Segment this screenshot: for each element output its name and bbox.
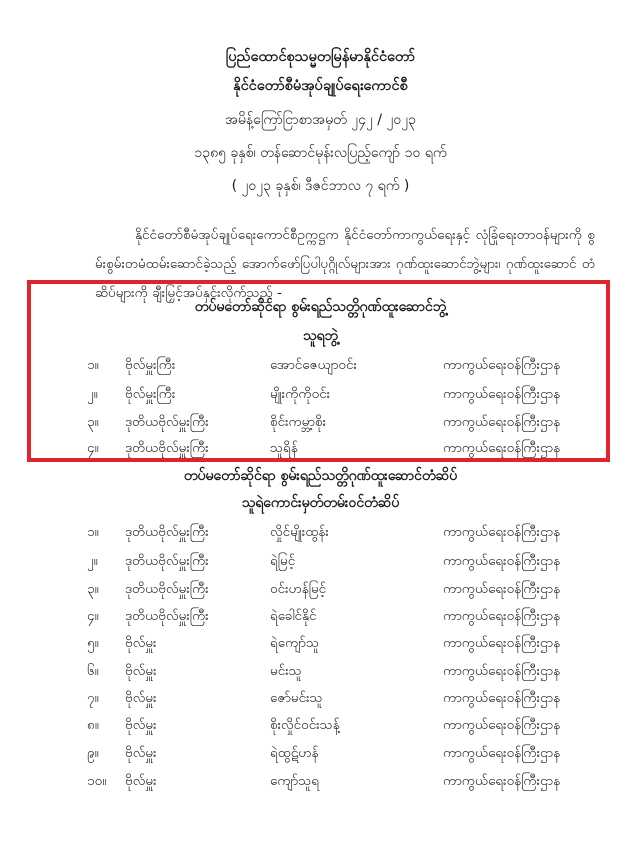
item-rank: ဒုတိယဗိုလ်မှူးကြီး	[125, 581, 209, 597]
item-unit: ကာကွယ်ရေးဝန်ကြီးဌာန	[443, 553, 561, 569]
item-rank: ဗိုလ်မှူး	[125, 745, 157, 761]
item-number: ၇။	[87, 690, 99, 706]
item-number: ၃။	[87, 414, 99, 430]
section1-title: တပ်မတော်ဆိုင်ရာ စွမ်းရည်သတ္တိဂုဏ်ထူးဆောင်ဘွဲ့	[194, 299, 447, 315]
list-item	[0, 744, 641, 766]
list-item	[0, 634, 641, 656]
list-item	[0, 580, 641, 602]
item-number: ၄။	[87, 440, 99, 456]
gregorian-date: ( ၂၀၂၃ ခုနှစ်၊ ဒီဇင်ဘာလ ၇ ရက် )	[231, 178, 410, 194]
item-number: ၂။	[87, 553, 98, 569]
item-name: စိုးလှိုင်ဝင်းသန့်	[270, 717, 340, 733]
item-name: မျိုးကိုကိုဝင်း	[270, 386, 331, 402]
list-item	[0, 607, 641, 629]
item-unit: ကာကွယ်ရေးဝန်ကြီးဌာန	[443, 524, 561, 540]
item-name: ရဲမြင့်	[270, 553, 296, 569]
item-rank: ဗိုလ်မှူး	[125, 773, 157, 789]
list-item	[0, 356, 641, 378]
item-number: ၁၀။	[87, 773, 107, 789]
item-unit: ကာကွယ်ရေးဝန်ကြီးဌာန	[443, 635, 561, 651]
list-item	[0, 662, 641, 684]
item-unit: ကာကွယ်ရေးဝန်ကြီးဌာန	[443, 773, 561, 789]
item-unit: ကာကွယ်ရေးဝန်ကြီးဌာန	[443, 581, 561, 597]
item-number: ၆။	[87, 663, 99, 679]
item-number: ၃။	[87, 581, 99, 597]
item-rank: ဒုတိယဗိုလ်မှူးကြီး	[125, 608, 209, 624]
section2-title: တပ်မတော်ဆိုင်ရာ စွမ်းရည်သတ္တိဂုဏ်ထူးဆောင်တံဆိပ်	[183, 468, 458, 484]
list-item	[0, 413, 641, 435]
item-unit: ကာကွယ်ရေးဝန်ကြီးဌာန	[443, 414, 561, 430]
list-item	[0, 772, 641, 794]
item-rank: ဒုတိယဗိုလ်မှူးကြီး	[125, 414, 209, 430]
list-item	[0, 716, 641, 738]
item-number: ၅။	[87, 635, 99, 651]
item-name: ကျော်သူရ	[270, 773, 320, 789]
myanmar-date: ၁၃၈၅ ခုနှစ်၊ တန်ဆောင်မုန်းလပြည့်ကျော် ၁၀ ရက်	[194, 145, 447, 161]
item-unit: ကာကွယ်ရေးဝန်ကြီးဌာန	[443, 690, 561, 706]
list-item	[0, 552, 641, 574]
item-name: ရဲခေါင်နိုင်	[270, 608, 317, 624]
item-unit: ကာကွယ်ရေးဝန်ကြီးဌာန	[443, 745, 561, 761]
list-item	[0, 689, 641, 711]
item-number: ၈။	[87, 717, 99, 733]
item-unit: ကာကွယ်ရေးဝန်ကြီးဌာန	[443, 663, 561, 679]
item-rank: ဗိုလ်မှူး	[125, 717, 157, 733]
intro-paragraph: နိုင်ငံတော်စီမံအုပ်ချုပ်ရေးကောင်စီဥက္ကဋ္ဌက နိုင်ငံတော်ကာကွယ်ရေးနှင့် လုံခြုံရေးတာဝန်များကို စွမ်းစွမ်းတမံထမ်းဆောင်ခဲ့သည့် အောက်ဖော်ပြပါပုဂ္ဂိုလ်များအား ဂုဏ်ထူးဆောင်ဘွဲ့များ၊ ဂုဏ်ထူးဆောင် တံဆိပ်များကို ချီးမြှင့်အပ်နှင်းလိုက်သည် -	[95, 226, 595, 301]
item-name: ရဲကျော်သူ	[270, 635, 320, 651]
list-item	[0, 439, 641, 461]
item-rank: ဒုတိယဗိုလ်မှူးကြီး	[125, 440, 209, 456]
order-number: အမိန့်ကြော်ငြာစာအမှတ် ၂၄၂ / ၂၀၂၃	[225, 112, 416, 128]
item-number: ၉။	[87, 745, 99, 761]
item-number: ၁။	[87, 357, 99, 373]
item-unit: ကာကွယ်ရေးဝန်ကြီးဌာန	[443, 608, 561, 624]
item-number: ၂။	[87, 386, 98, 402]
item-rank: ဗိုလ်မှူး	[125, 663, 157, 679]
item-rank: ဒုတိယဗိုလ်မှူးကြီး	[125, 524, 209, 540]
item-unit: ကာကွယ်ရေးဝန်ကြီးဌာန	[443, 357, 561, 373]
item-name: စိုင်းကမ္ဘာ့စိုး	[270, 414, 327, 430]
item-unit: ကာကွယ်ရေးဝန်ကြီးဌာန	[443, 717, 561, 733]
item-rank: ဗိုလ်မှူး	[125, 635, 157, 651]
item-rank: ဗိုလ်မှူး	[125, 690, 157, 706]
item-name: သူရိန်	[270, 440, 298, 456]
item-name: လှိုင်မျိုးထွန်း	[270, 524, 329, 540]
item-rank: ဗိုလ်မှူးကြီး	[125, 386, 176, 402]
document-title: ပြည်ထောင်စုသမ္မတမြန်မာနိုင်ငံတော်	[225, 49, 416, 65]
item-name: ဝင်းဟန်မြင့်	[270, 581, 327, 597]
item-rank: ဗိုလ်မှူးကြီး	[125, 357, 176, 373]
list-item	[0, 523, 641, 545]
council-title: နိုင်ငံတော်စီမံအုပ်ချုပ်ရေးကောင်စီ	[233, 78, 408, 94]
section2-subtitle: သူရဲကောင်းမှတ်တမ်းဝင်တံဆိပ်	[241, 495, 400, 511]
list-item	[0, 385, 641, 407]
item-rank: ဒုတိယဗိုလ်မှူးကြီး	[125, 553, 209, 569]
item-unit: ကာကွယ်ရေးဝန်ကြီးဌာန	[443, 440, 561, 456]
item-name: အောင်ဇေယျာဝင်း	[270, 357, 357, 373]
item-name: မင်းသူ	[270, 663, 302, 679]
item-name: ရဲထွဋ်ဟန်	[270, 745, 319, 761]
section1-subtitle: သူရဘွဲ့	[302, 328, 339, 344]
item-number: ၁။	[87, 524, 99, 540]
item-name: ဇော်မင်းသူ	[270, 690, 323, 706]
item-unit: ကာကွယ်ရေးဝန်ကြီးဌာန	[443, 386, 561, 402]
item-number: ၄။	[87, 608, 99, 624]
